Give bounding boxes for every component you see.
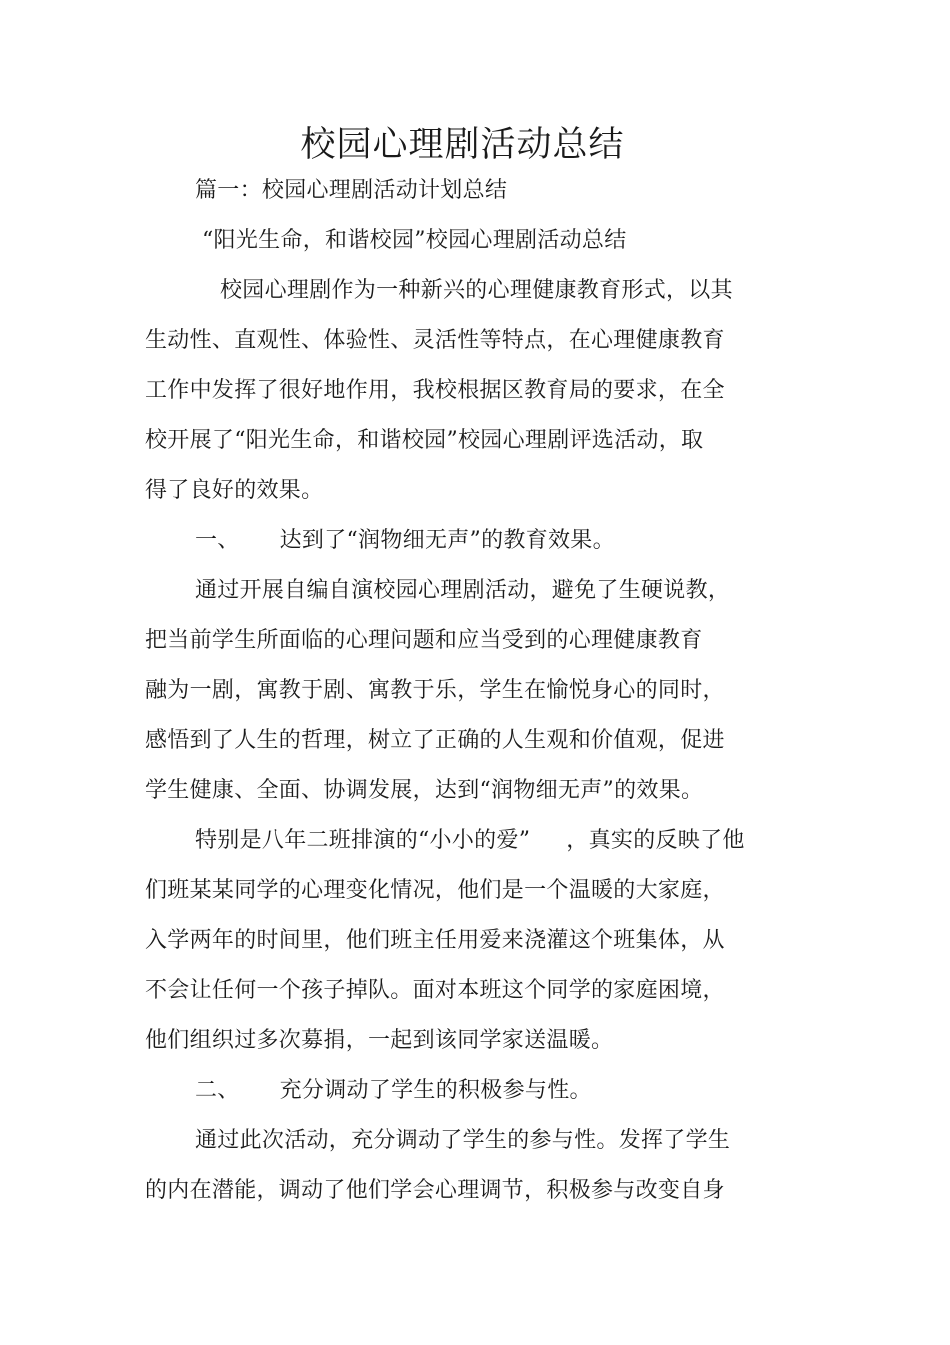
intro-line: 得了良好的效果。 [145, 478, 324, 503]
document-title: 校园心理剧活动总结 [300, 125, 625, 165]
intro-line: 校园心理剧作为一种新兴的心理健康教育形式，以其 [220, 278, 733, 303]
section-heading [195, 1076, 592, 1106]
document-subtitle: 篇一：校园心理剧活动计划总结 [195, 178, 508, 203]
section-number: 一、 [195, 528, 240, 553]
body-line: 融为一剧，寓教于剧、寓教于乐，学生在愉悦身心的同时， [145, 678, 725, 703]
section-title: 充分调动了学生的积极参与性。 [279, 1078, 592, 1103]
body-line: 通过开展自编自演校园心理剧活动，避免了生硬说教， [195, 578, 731, 603]
body-line: 们班某某同学的心理变化情况，他们是一个温暖的大家庭， [145, 878, 725, 903]
intro-line: 校开展了“阳光生命，和谐校园”校园心理剧评选活动，取 [145, 428, 704, 453]
theme-line: “阳光生命，和谐校园”校园心理剧活动总结 [202, 228, 627, 253]
body-line-part: 特别是八年二班排演的“小小的爱” [195, 828, 531, 853]
body-line: 感悟到了人生的哲理，树立了正确的人生观和价值观，促进 [145, 728, 725, 753]
body-line [195, 826, 745, 856]
intro-line: 生动性、直观性、体验性、灵活性等特点，在心理健康教育 [145, 328, 725, 353]
section-heading [195, 526, 615, 556]
body-line-part: ，真实的反映了他 [566, 828, 745, 853]
body-line: 学生健康、全面、协调发展，达到“润物细无声”的效果。 [145, 778, 704, 803]
section-number: 二、 [195, 1078, 240, 1103]
body-line: 通过此次活动，充分调动了学生的参与性。发挥了学生 [195, 1128, 731, 1153]
body-line: 把当前学生所面临的心理问题和应当受到的心理健康教育 [145, 628, 703, 653]
intro-line: 工作中发挥了很好地作用，我校根据区教育局的要求，在全 [145, 378, 725, 403]
body-line: 入学两年的时间里，他们班主任用爱来浇灌这个班集体，从 [145, 928, 725, 953]
body-line: 他们组织过多次募捐，一起到该同学家送温暖。 [145, 1028, 614, 1053]
body-line: 不会让任何一个孩子掉队。面对本班这个同学的家庭困境， [145, 978, 725, 1003]
section-title: 达到了“润物细无声”的教育效果。 [279, 528, 615, 553]
body-line: 的内在潜能，调动了他们学会心理调节，积极参与改变自身 [145, 1178, 725, 1203]
